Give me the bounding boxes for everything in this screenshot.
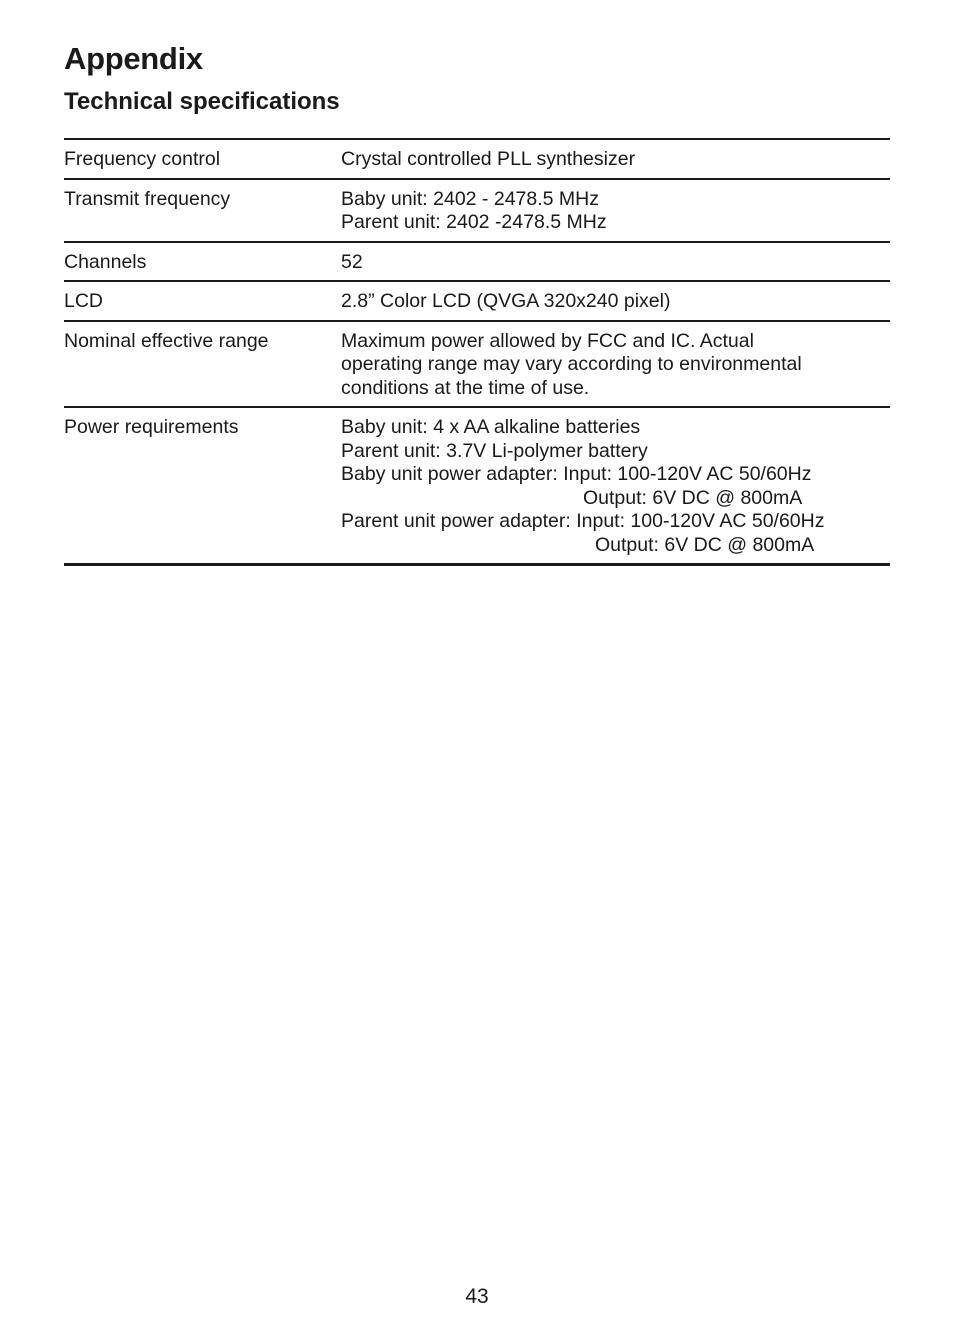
spec-value (341, 290, 890, 314)
spec-value (341, 148, 890, 172)
spec-value-line: Parent unit: 2402 -2478.5 MHz (341, 211, 607, 233)
spec-value-line: conditions at the time of use. (341, 376, 590, 399)
spec-row-lcd (64, 282, 890, 322)
spec-value (341, 330, 890, 401)
spec-value-line: operating range may vary according to environmental (341, 353, 802, 375)
spec-value-line: Parent unit: 3.7V Li-polymer battery (341, 439, 648, 462)
spec-value-line: Baby unit: 2402 - 2478.5 MHz (341, 187, 599, 210)
spec-value-line: Maximum power allowed by FCC and IC. Actual (341, 329, 754, 352)
spec-row-channels (64, 243, 890, 283)
spec-value-line: Crystal controlled PLL synthesizer (341, 148, 636, 170)
spec-row-power-requirements (64, 408, 890, 566)
spec-table (64, 138, 890, 566)
spec-label: Frequency control (64, 148, 221, 170)
spec-label: Nominal effective range (64, 329, 269, 352)
spec-value-line: Output: 6V DC @ 800mA (595, 533, 815, 556)
spec-value-line: 52 (341, 250, 363, 273)
spec-row-frequency-control (64, 140, 890, 180)
spec-label: LCD (64, 290, 104, 312)
spec-row-transmit-frequency (64, 180, 890, 243)
spec-value-line: Baby unit power adapter: Input: 100-120V AC 50/60Hz (341, 463, 812, 485)
page-title: Appendix (64, 41, 203, 76)
spec-value-line: 2.8” Color LCD (QVGA 320x240 pixel) (341, 290, 671, 312)
spec-value (341, 416, 890, 557)
spec-value-line: Baby unit: 4 x AA alkaline batteries (341, 416, 641, 438)
page-number: 43 (465, 1285, 489, 1308)
spec-value (341, 188, 890, 235)
spec-label: Power requirements (64, 416, 239, 438)
spec-value-line: Output: 6V DC @ 800mA (583, 486, 803, 509)
spec-row-nominal-effective-range (64, 322, 890, 409)
section-title: Technical specifications (64, 88, 340, 115)
spec-label: Channels (64, 250, 147, 273)
spec-value (341, 251, 890, 275)
spec-value-line: Parent unit power adapter: Input: 100-120V AC 50/60Hz (341, 510, 825, 532)
spec-label: Transmit frequency (64, 187, 231, 210)
